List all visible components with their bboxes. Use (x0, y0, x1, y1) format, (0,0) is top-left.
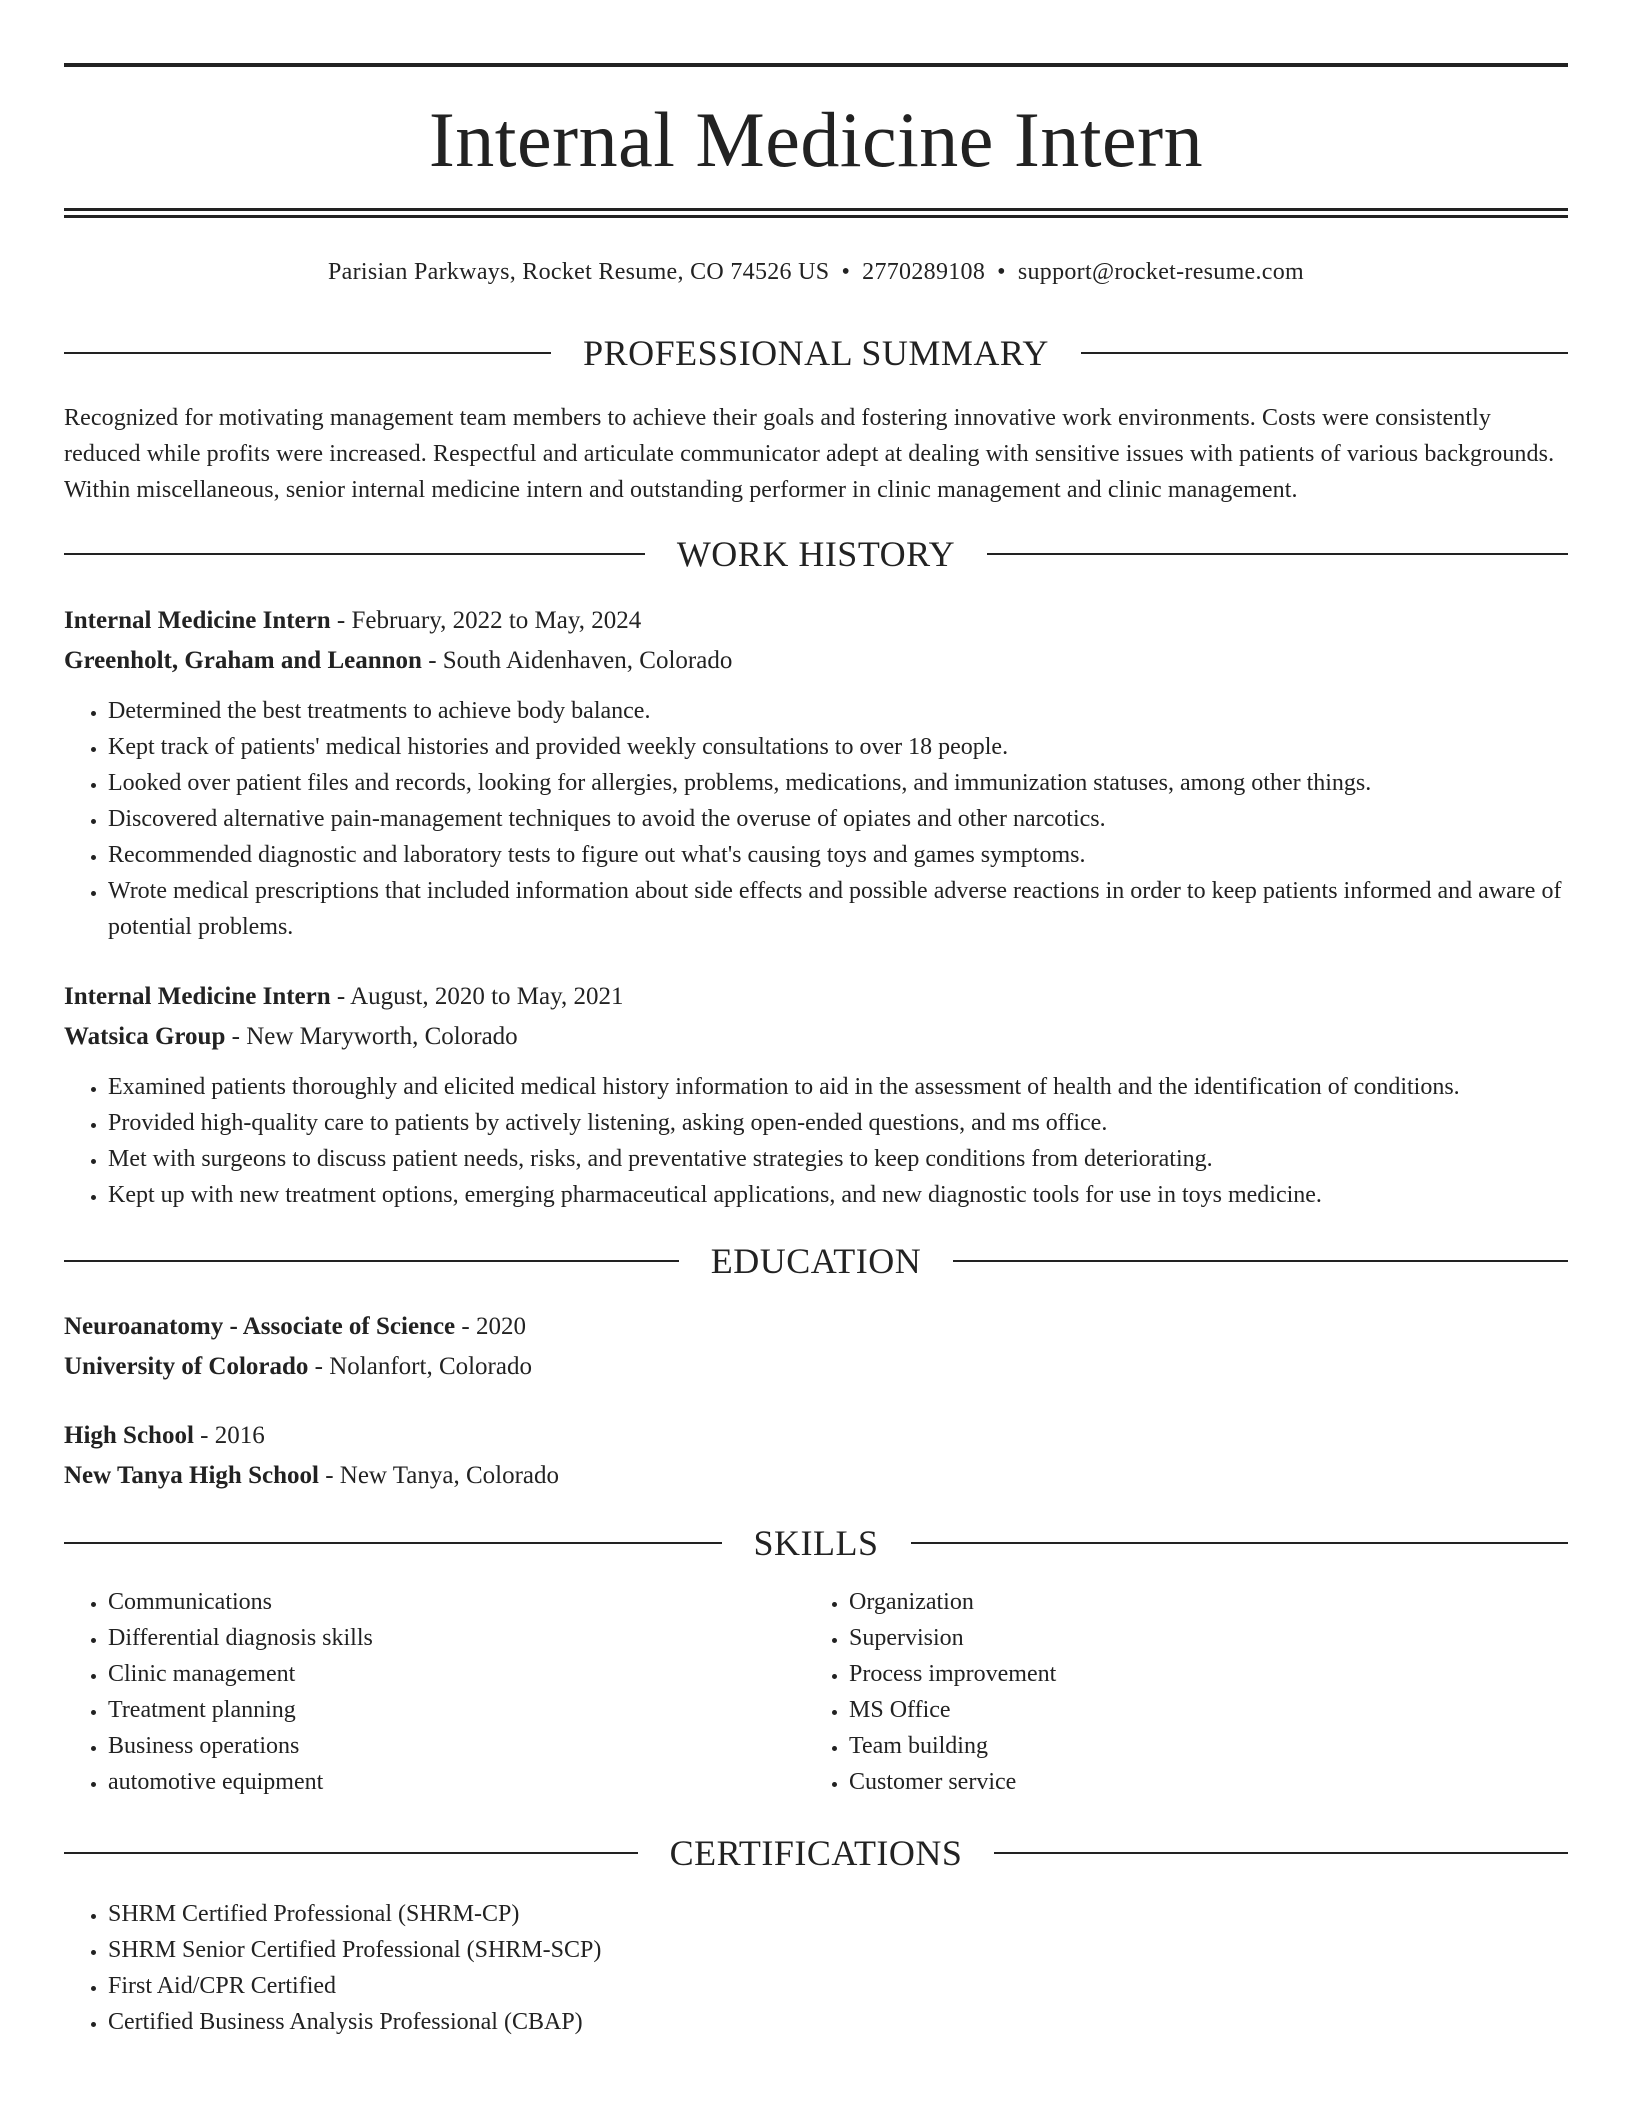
job-bullets (64, 1069, 1568, 1213)
section-title: EDUCATION (710, 1241, 922, 1281)
section-heading-skills (64, 1521, 1568, 1565)
job-location: - South Aidenhaven, Colorado (421, 647, 733, 674)
degree-line (64, 1416, 1568, 1456)
list-item: • Certified Business Analysis Professional (CBAP) (108, 2004, 1568, 2040)
section-heading-education (64, 1239, 1568, 1283)
school-line (64, 1456, 1568, 1496)
section-heading-summary (64, 331, 1568, 375)
list-item: • Discovered alternative pain-management techniques to avoid the overuse of opiates and other narcotics. (108, 801, 1568, 837)
school: New Tanya High School (64, 1462, 319, 1489)
job-title: Internal Medicine Intern (64, 983, 331, 1010)
section-title: WORK HISTORY (676, 534, 956, 574)
certifications-list (64, 1896, 1568, 2040)
heading-rule (64, 1852, 638, 1854)
job-company: Greenholt, Graham and Leannon (64, 647, 422, 674)
job-title: Internal Medicine Intern (64, 607, 331, 634)
list-item: • Kept track of patients' medical histories and provided weekly consultations to over 18 people. (108, 729, 1568, 765)
job-company-line (64, 1017, 1568, 1057)
skills-list (805, 1584, 1505, 1800)
heading-rule (911, 1542, 1569, 1544)
heading-rule (994, 1852, 1568, 1854)
job-company-line (64, 641, 1568, 681)
list-item: • Differential diagnosis skills (108, 1620, 764, 1656)
list-item: • Communications (108, 1584, 764, 1620)
job-entry (64, 601, 1568, 945)
list-item: • automotive equipment (108, 1764, 764, 1800)
summary-text: Recognized for motivating management team members to achieve their goals and fostering innovative work environments. Costs were consistently reduced while profits were increased. Respectful and articulate communicator adept at dealing with sensitive issues with patients of various backgrounds. Within miscellaneous, senior internal medicine intern and outstanding performer in clinic management and clinic management. (64, 405, 1555, 503)
section-title: PROFESSIONAL SUMMARY (583, 333, 1049, 373)
contact-phone: 2770289108 (862, 259, 986, 285)
list-item: • Business operations (108, 1728, 764, 1764)
school-line (64, 1347, 1568, 1387)
job-location: - New Maryworth, Colorado (225, 1023, 518, 1050)
job-dates: - February, 2022 to May, 2024 (330, 607, 642, 634)
skills-left-column (64, 1584, 764, 1800)
list-item: • Organization (849, 1584, 1505, 1620)
degree-line (64, 1307, 1568, 1347)
heading-rule (64, 1542, 722, 1544)
degree-year: - 2016 (193, 1422, 265, 1449)
resume-name: Internal Medicine Intern (428, 96, 1204, 183)
degree-year: - 2020 (455, 1313, 526, 1340)
list-item: • Process improvement (849, 1656, 1505, 1692)
contact-separator: • (841, 259, 851, 285)
list-item: • Looked over patient files and records, looking for allergies, problems, medications, and immunization statuses, among other things. (108, 765, 1568, 801)
list-item: • Wrote medical prescriptions that included information about side effects and possible adverse reactions in order to keep patients informed and aware of potential problems. (108, 873, 1568, 945)
heading-rule (64, 352, 551, 354)
heading-rule (953, 1260, 1568, 1262)
section-heading-certifications (64, 1831, 1568, 1875)
double-rule (64, 208, 1568, 218)
list-item: • Recommended diagnostic and laboratory tests to figure out what's causing toys and games symptoms. (108, 837, 1568, 873)
heading-rule (1081, 352, 1568, 354)
section-title: CERTIFICATIONS (669, 1833, 963, 1873)
list-item: • SHRM Certified Professional (SHRM-CP) (108, 1896, 1568, 1932)
list-item: • Team building (849, 1728, 1505, 1764)
list-item: • First Aid/CPR Certified (108, 1968, 1568, 2004)
education-entry (64, 1307, 1568, 1387)
list-item: • Kept up with new treatment options, emerging pharmaceutical applications, and new diagnostic tools for use in toys medicine. (108, 1177, 1568, 1213)
contact-address: Parisian Parkways, Rocket Resume, CO 74526 US (327, 259, 830, 285)
skills-list (64, 1584, 764, 1800)
list-item: • Treatment planning (108, 1692, 764, 1728)
list-item: • Provided high-quality care to patients by actively listening, asking open-ended questions, and ms office. (108, 1105, 1568, 1141)
school: University of Colorado (64, 1353, 309, 1380)
contact-line (64, 254, 1568, 290)
education-entry (64, 1416, 1568, 1496)
job-title-line (64, 977, 1568, 1017)
school-location: - Nolanfort, Colorado (308, 1353, 532, 1380)
school-location: - New Tanya, Colorado (318, 1462, 560, 1489)
heading-rule (64, 1260, 679, 1262)
heading-rule (64, 553, 645, 555)
contact-separator: • (997, 259, 1006, 285)
job-title-line (64, 601, 1568, 641)
list-item: • Customer service (849, 1764, 1505, 1800)
contact-email[interactable]: support@rocket-resume.com (1017, 259, 1305, 285)
list-item: • Clinic management (108, 1656, 764, 1692)
job-bullets (64, 693, 1568, 945)
list-item: • Met with surgeons to discuss patient needs, risks, and preventative strategies to keep conditions from deteriorating. (108, 1141, 1568, 1177)
list-item: • MS Office (849, 1692, 1505, 1728)
section-title: SKILLS (753, 1523, 879, 1563)
job-entry (64, 977, 1568, 1213)
list-item: • Determined the best treatments to achieve body balance. (108, 693, 1568, 729)
degree: High School (64, 1422, 194, 1449)
section-heading-work (64, 532, 1568, 576)
degree: Neuroanatomy - Associate of Science (64, 1313, 456, 1340)
certifications-block (64, 1896, 1568, 2040)
list-item: • Supervision (849, 1620, 1505, 1656)
job-company: Watsica Group (64, 1023, 226, 1050)
skills-right-column (805, 1584, 1505, 1800)
top-rule (64, 63, 1568, 67)
heading-rule (987, 553, 1568, 555)
list-item: • Examined patients thoroughly and elicited medical history information to aid in the assessment of health and the identification of conditions. (108, 1069, 1568, 1105)
list-item: • SHRM Senior Certified Professional (SHRM-SCP) (108, 1932, 1568, 1968)
job-dates: - August, 2020 to May, 2021 (330, 983, 624, 1010)
